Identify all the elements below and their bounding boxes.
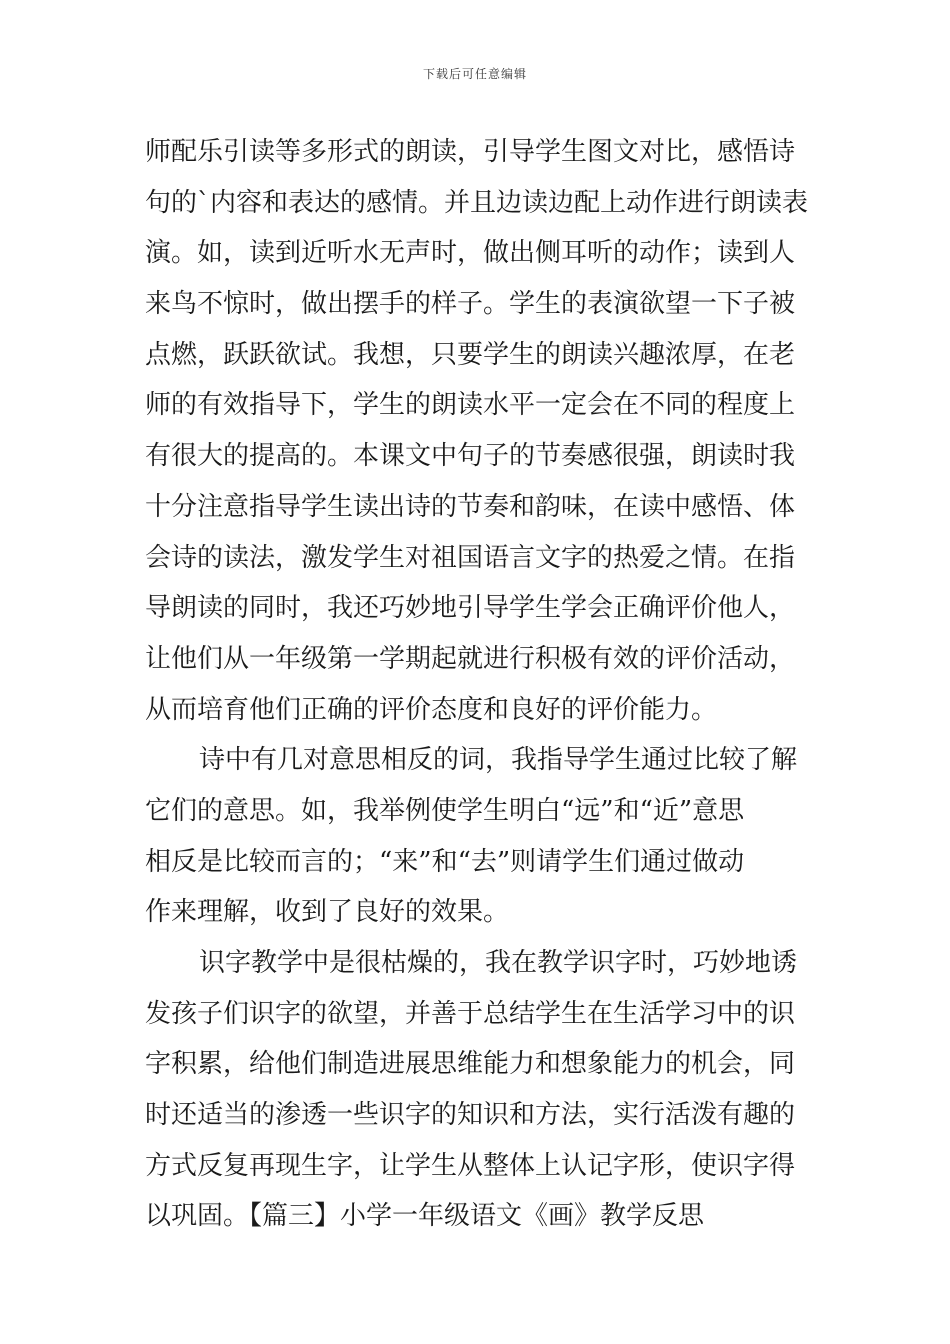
text-line: 句的`内容和表达的感情。并且边读边配上动作进行朗读表 bbox=[145, 187, 809, 218]
text-line: 师的有效指导下，学生的朗读水平一定会在不同的程度上 bbox=[145, 390, 796, 421]
text-line: 让他们从一年级第一学期起就进行积极有效的评价活动， bbox=[145, 643, 796, 674]
text-line: 会诗的读法，激发学生对祖国语言文字的热爱之情。在指 bbox=[145, 542, 796, 573]
text-line: 相反是比较而言的；“来”和“去”则请学生们通过做动 bbox=[145, 846, 745, 877]
document-body bbox=[145, 127, 810, 1242]
text-line: 时还适当的渗透一些识字的知识和方法，实行活泼有趣的 bbox=[145, 1100, 796, 1131]
text-line: 导朗读的同时，我还巧妙地引导学生学会正确评价他人， bbox=[145, 593, 796, 624]
text-line: 点燃，跃跃欲试。我想，只要学生的朗读兴趣浓厚，在老 bbox=[145, 339, 796, 370]
paragraph-first-line: 识字教学中是很枯燥的，我在教学识字时，巧妙地诱 bbox=[199, 948, 798, 978]
text-line: 来鸟不惊时，做出摆手的样子。学生的表演欲望一下子被 bbox=[145, 289, 796, 320]
text-line: 作来理解，收到了良好的效果。 bbox=[145, 897, 510, 928]
text-line: 方式反复再现生字，让学生从整体上认记字形，使识字得 bbox=[145, 1150, 796, 1181]
paragraph-first-line: 诗中有几对意思相反的词，我指导学生通过比较了解 bbox=[199, 745, 798, 776]
text-line: 以巩固。【篇三】小学一年级语文《画》教学反思 bbox=[145, 1201, 705, 1232]
text-line: 师配乐引读等多形式的朗读，引导学生图文对比，感悟诗 bbox=[145, 137, 796, 167]
page-header-note: 下载后可任意编辑 bbox=[422, 67, 527, 81]
text-line: 有很大的提高的。本课文中句子的节奏感很强，朗读时我 bbox=[145, 441, 796, 472]
text-line: 十分注意指导学生读出诗的节奏和韵味，在读中感悟、体 bbox=[145, 491, 796, 522]
text-line: 演。如，读到近听水无声时，做出侧耳听的动作；读到人 bbox=[145, 238, 796, 269]
text-line: 从而培育他们正确的评价态度和良好的评价能力。 bbox=[145, 694, 718, 725]
text-line: 它们的意思。如，我举例使学生明白“远”和“近”意思 bbox=[145, 795, 745, 826]
text-line: 发孩子们识字的欲望，并善于总结学生在生活学习中的识 bbox=[145, 998, 796, 1029]
text-line: 字积累，给他们制造进展思维能力和想象能力的机会，同 bbox=[145, 1049, 796, 1080]
